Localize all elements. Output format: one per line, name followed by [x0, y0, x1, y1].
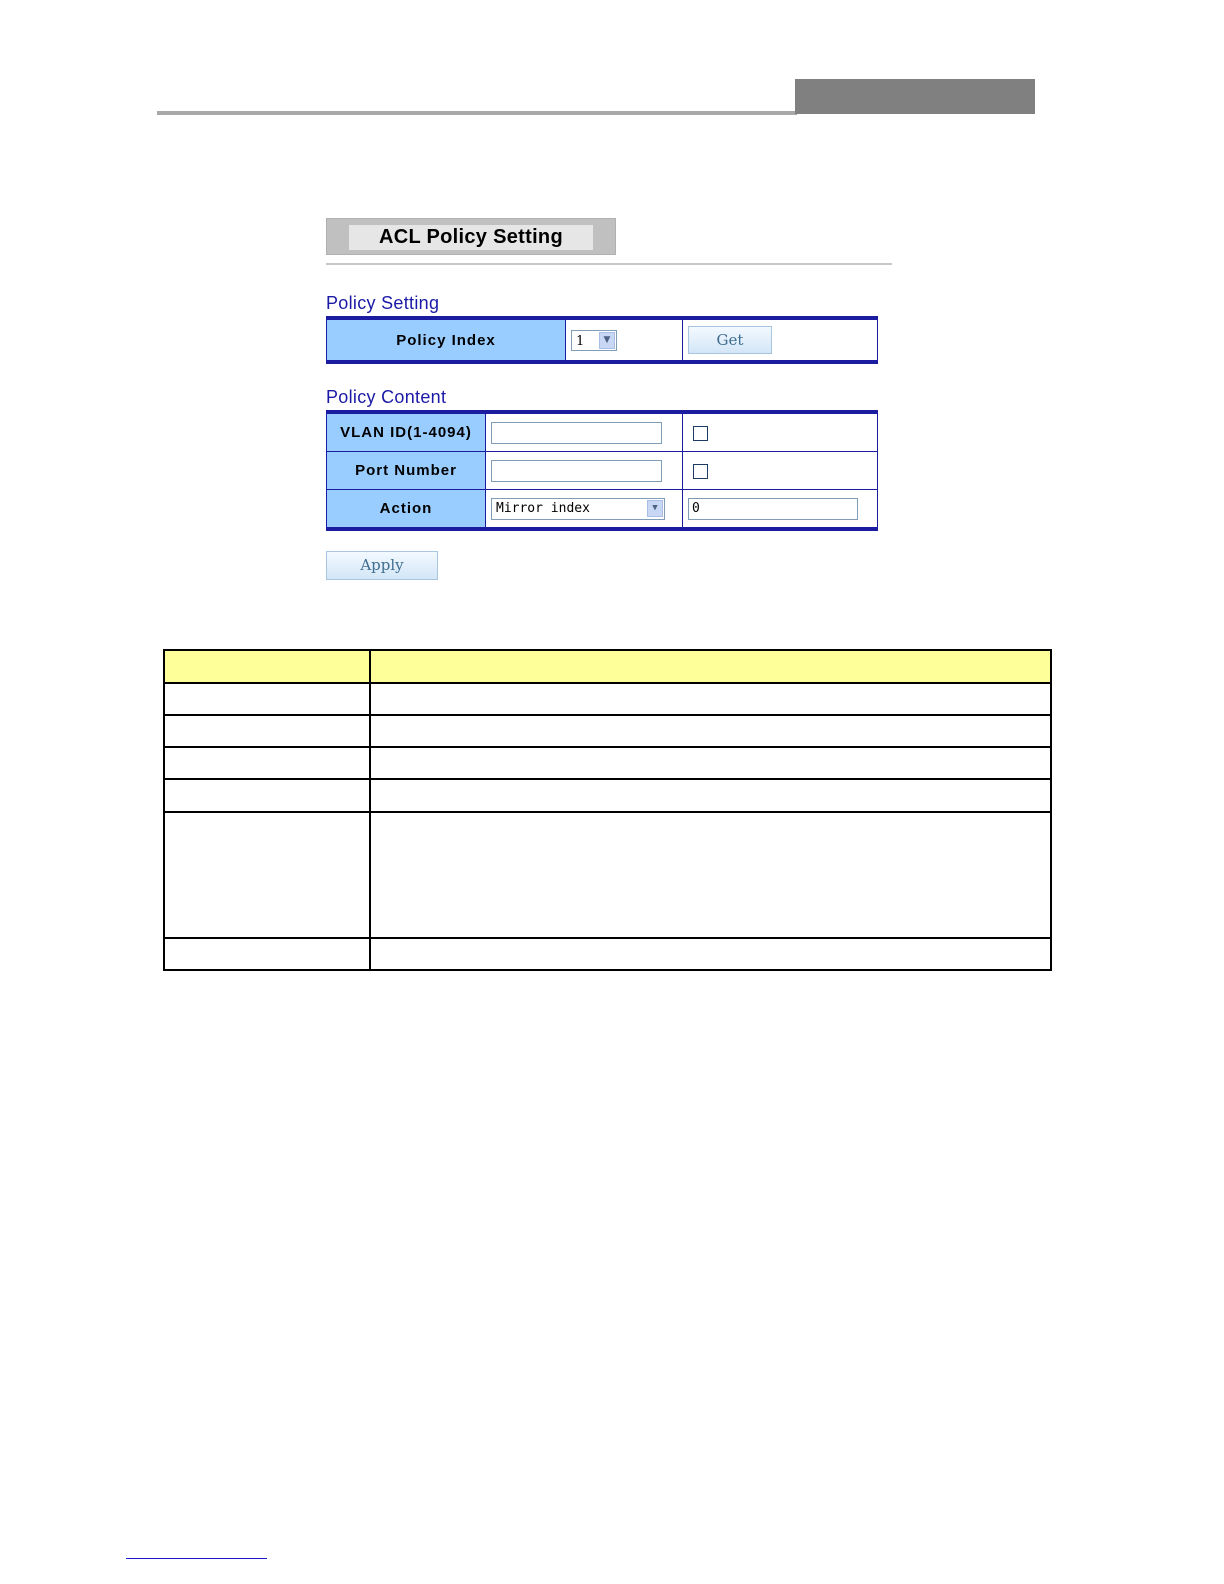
action-param-cell: [683, 490, 878, 530]
header-rule: [157, 111, 797, 115]
vlan-id-cell: [486, 412, 683, 452]
vlan-row: [327, 412, 878, 452]
action-param-input[interactable]: 0: [688, 498, 858, 520]
description-row: [164, 812, 1051, 938]
description-header-description: [370, 650, 1051, 683]
page-title: ACL Policy Setting: [349, 225, 593, 250]
port-number-check-cell: [683, 452, 878, 490]
port-number-checkbox[interactable]: [693, 464, 708, 479]
chevron-down-icon[interactable]: ▼: [647, 500, 663, 517]
title-divider: [326, 263, 892, 265]
chevron-down-icon[interactable]: ▼: [599, 332, 615, 349]
port-number-input[interactable]: [491, 460, 662, 482]
policy-index-value: 1: [576, 333, 585, 349]
vlan-id-input[interactable]: [491, 422, 662, 444]
port-row: [327, 452, 878, 490]
description-table: [163, 649, 1052, 971]
vlan-id-label: VLAN ID(1-4094): [327, 412, 486, 452]
footer-link-underline: [126, 1558, 267, 1559]
action-value: Mirror index: [496, 500, 590, 516]
port-number-cell: [486, 452, 683, 490]
policy-content-title: Policy Content: [326, 387, 447, 407]
vlan-id-check-cell: [683, 412, 878, 452]
vlan-id-checkbox[interactable]: [693, 426, 708, 441]
description-row: [164, 683, 1051, 715]
policy-content-table: [326, 410, 878, 531]
action-label: Action: [327, 490, 486, 530]
policy-index-select[interactable]: [571, 330, 617, 351]
description-row: [164, 747, 1051, 779]
policy-setting-table: [326, 316, 878, 364]
description-header-object: [164, 650, 370, 683]
description-header-row: [164, 650, 1051, 683]
header-block: [795, 79, 1035, 114]
port-number-label: Port Number: [327, 452, 486, 490]
policy-index-label: Policy Index: [327, 318, 566, 362]
action-select-cell: [486, 490, 683, 530]
action-row: [327, 490, 878, 530]
description-row: [164, 938, 1051, 970]
policy-index-cell: [566, 318, 683, 362]
apply-button[interactable]: Apply: [326, 551, 438, 580]
get-button-cell: [683, 318, 878, 362]
policy-setting-title: Policy Setting: [326, 293, 440, 313]
description-row: [164, 715, 1051, 747]
page-title-box: [326, 218, 616, 255]
get-button[interactable]: Get: [688, 326, 772, 354]
action-select[interactable]: [491, 498, 665, 520]
description-row: [164, 779, 1051, 812]
